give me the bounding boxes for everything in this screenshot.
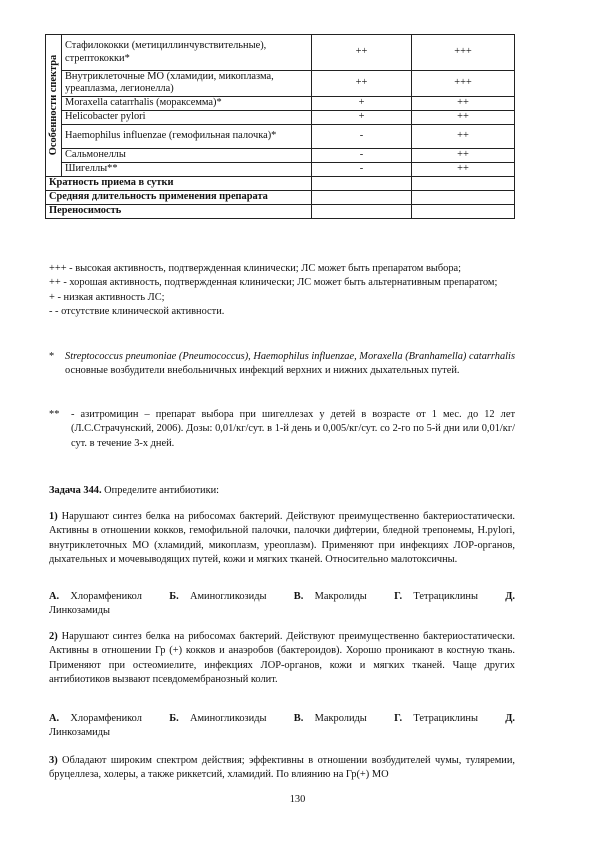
organism-cell: Стафилококки (метициллинчувствительные), стрептококки* — [62, 35, 312, 71]
question-1 — [49, 510, 515, 568]
table-row — [46, 96, 515, 110]
task-heading — [49, 484, 515, 498]
question-number: 3) — [49, 755, 58, 766]
organism-cell: Шигеллы** — [62, 162, 312, 176]
activity-cell: - — [312, 148, 412, 162]
footnote-species: Streptococcus pneumoniae (Pneumococcus), Haemophilus influenzae, Moraxella (Branhamella) catarrhalis — [65, 351, 515, 362]
table-row — [46, 176, 515, 190]
option: А. Хлорамфеникол — [49, 591, 142, 602]
empty-cell — [412, 176, 515, 190]
table-row — [46, 35, 515, 71]
option: Б. Аминогликозиды — [169, 591, 267, 602]
parameter-cell: Переносимость — [46, 204, 312, 218]
task-prompt: Определите антибиотики: — [101, 485, 220, 496]
empty-cell — [312, 204, 412, 218]
organism-cell: Сальмонеллы — [62, 148, 312, 162]
spectrum-table — [45, 34, 515, 219]
activity-cell: ++ — [412, 110, 515, 124]
question-text: Обладают широким спектром действия; эффективны в отношении возбудителей чумы, туляремии, бруцеллеза, холеры, а также риккетсий, хламидий. По влиянию на Гр(+) МО — [49, 755, 515, 781]
activity-cell: ++ — [412, 124, 515, 148]
organism-cell: Внутриклеточные МО (хламидии, микоплазма, уреаплазма, легионелла) — [62, 71, 312, 97]
organism-cell: Helicobacter pylori — [62, 110, 312, 124]
option: Г. Тетрациклины — [394, 713, 478, 724]
option: Б. Аминогликозиды — [169, 713, 267, 724]
question-number: 2) — [49, 631, 58, 642]
activity-cell: - — [312, 162, 412, 176]
activity-cell: + — [312, 110, 412, 124]
option: Г. Тетрациклины — [394, 591, 478, 602]
group-label: Особенности спектра — [46, 35, 62, 177]
question-text: Нарушают синтез белка на рибосомах бактерий. Действуют преимущественно бактериостатически. Активны в отношении кокков, гемофильной палочки, палочки дифтерии, бледной трепонемы, H.pylori, внутриклеточных МО (хламидий, микоплазм, уреоплазм). Применяют при инфекциях ЛОР-органов, дыхательных и мочевыводящих путей, кожи и мягких тканей. Относительно малотоксичны. — [49, 511, 515, 566]
question-2 — [49, 630, 515, 688]
activity-cell: +++ — [412, 71, 515, 97]
activity-cell: ++ — [412, 148, 515, 162]
table-row — [46, 124, 515, 148]
option: Д. Линкозамиды — [49, 591, 515, 617]
page-number: 130 — [289, 794, 306, 805]
table-row — [46, 162, 515, 176]
activity-cell: +++ — [412, 35, 515, 71]
legend-line: +++ - высокая активность, подтвержденная клинически; ЛС может быть препаратом выбора; — [49, 263, 462, 274]
empty-cell — [312, 190, 412, 204]
legend-line: + - низкая активность ЛС; — [49, 291, 165, 303]
activity-cell: ++ — [312, 35, 412, 71]
task-title: Задача 344. — [49, 485, 102, 496]
table-row — [46, 71, 515, 97]
legend-line: - - отсутствие клинической активности. — [49, 306, 225, 318]
question-3 — [49, 754, 515, 783]
answer-options-1 — [49, 590, 515, 619]
organism-cell: Moraxella catarrhalis (мораксемма)* — [62, 96, 312, 110]
activity-cell: - — [312, 124, 412, 148]
question-text: Нарушают синтез белка на рибосомах бактерий. Действуют преимущественно бактериостатически. Активны в отношении Гр (+) кокков и анаэробов (бактероидов). Хорошо проникают в костную ткань. Применяют при остеомиелите, инфекциях ЛОР-органов, кожи и мягких тканей. Чаще других антибиотиков вызвают псевдомембранозный колит. — [49, 631, 515, 686]
activity-cell: ++ — [312, 71, 412, 97]
table-row — [46, 190, 515, 204]
answer-options-2 — [49, 712, 515, 741]
table-row — [46, 110, 515, 124]
legend-line: ++ - хорошая активность, подтвержденная клинически; ЛС может быть альтернативным препаратом; — [49, 277, 498, 289]
option: В. Макролиды — [293, 591, 367, 602]
footnote-1 — [49, 350, 515, 379]
activity-cell: ++ — [412, 96, 515, 110]
table-row — [46, 148, 515, 162]
option: Д. Линкозамиды — [49, 713, 515, 739]
parameter-cell: Кратность приема в сутки — [46, 176, 312, 190]
footnote-mark: ** — [49, 409, 60, 420]
empty-cell — [412, 204, 515, 218]
empty-cell — [312, 176, 412, 190]
option: В. Макролиды — [293, 713, 367, 724]
footnote-text: основные возбудители внебольничных инфекций верхних и нижних дыхательных путей. — [65, 365, 460, 377]
organism-cell: Haemophilus influenzae (гемофильная палочка)* — [62, 124, 312, 148]
parameter-cell: Средняя длительность применения препарата — [46, 190, 312, 204]
footnote-2 — [49, 408, 515, 451]
table-row — [46, 204, 515, 218]
option: А. Хлорамфеникол — [49, 713, 142, 724]
activity-cell: ++ — [412, 162, 515, 176]
empty-cell — [412, 190, 515, 204]
footnote-text: - азитромицин – препарат выбора при шигеллезах у детей в возрасте от 1 мес. до 12 лет (Л.С.Страчунский, 2006). Дозы: 0,01/кг/сут. в 1-й день и 0,005/кг/сут. со 2-го по 5-й дни или 0,01/кг/сут. в течение 3-х дней. — [71, 409, 515, 449]
legend — [49, 262, 515, 320]
question-number: 1) — [49, 511, 58, 522]
activity-cell: + — [312, 96, 412, 110]
footnote-mark: * — [49, 351, 55, 362]
